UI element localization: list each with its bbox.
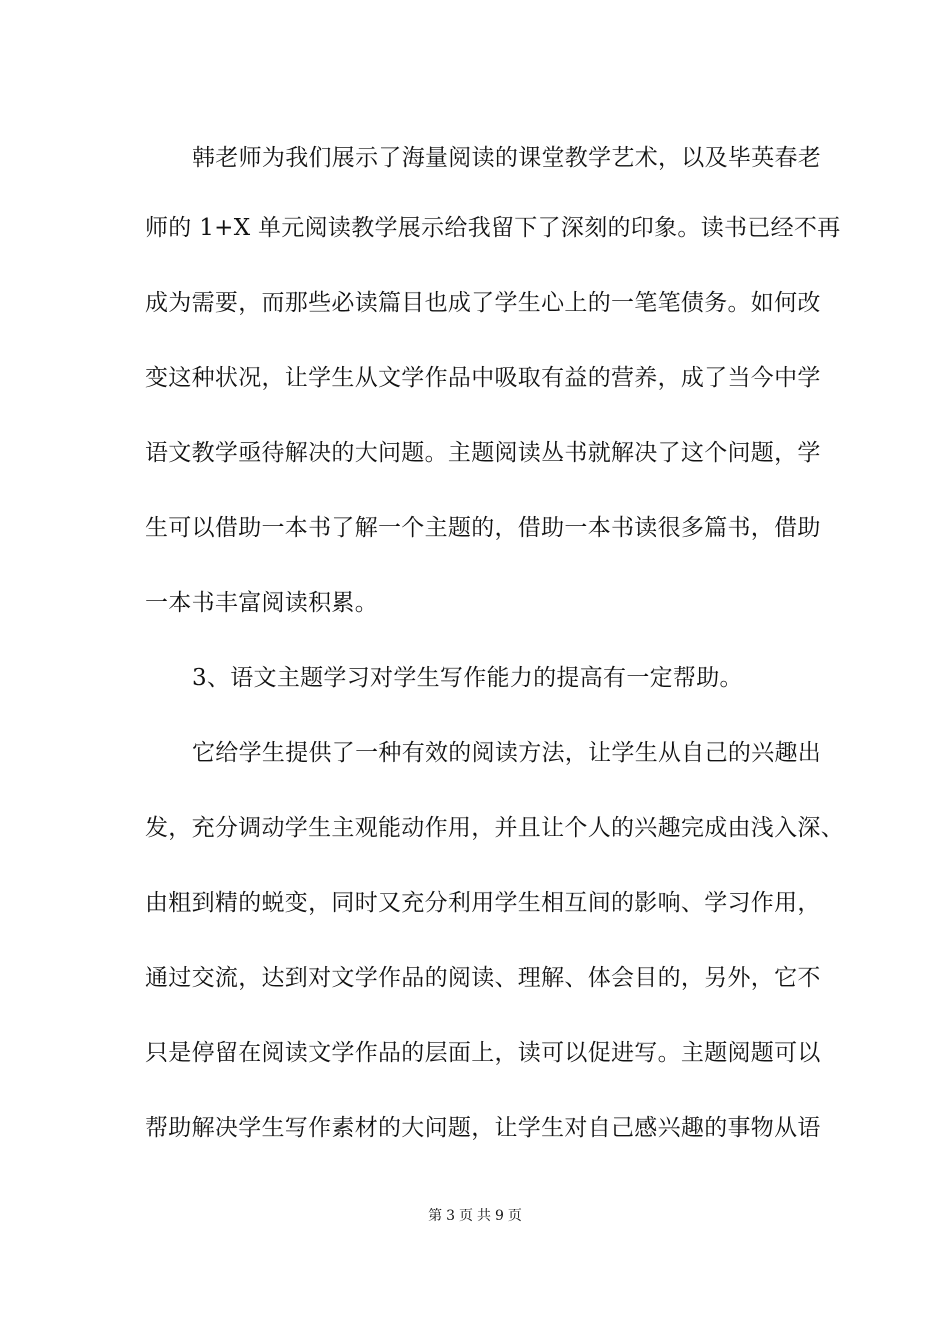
text-line-4: 变这种状况，让学生从文学作品中吸取有益的营养，成了当今中学 [145,365,821,391]
text-line-1: 韩老师为我们展示了海量阅读的课堂教学艺术，以及毕英春老 [192,145,822,171]
text-line-2: 师的 1+X 单元阅读教学展示给我留下了深刻的印象。读书已经不再 [145,215,841,241]
footer-prefix: 第 [428,1208,443,1224]
text-line-6: 生可以借助一本书了解一个主题的，借助一本书读很多篇书，借助 [145,515,821,541]
footer-suffix: 页 [507,1208,522,1224]
text-line-12: 通过交流，达到对文学作品的阅读、理解、体会目的，另外，它不 [145,965,821,991]
footer-page-word: 页 [459,1208,473,1224]
text-line-11: 由粗到精的蜕变，同时又充分利用学生相互间的影响、学习作用， [145,890,821,916]
footer-total-pages: 9 [495,1208,504,1224]
text-line-3: 成为需要，而那些必读篇目也成了学生心上的一笔笔债务。如何改 [145,290,821,316]
text-line-10: 发，充分调动学生主观能动作用，并且让个人的兴趣完成由浅入深、 [145,815,844,841]
text-line-5: 语文教学亟待解决的大问题。主题阅读丛书就解决了这个问题，学 [145,440,821,466]
footer-total-word: 共 [477,1208,491,1224]
page-number-footer [0,1207,950,1225]
text-line-13: 只是停留在阅读文学作品的层面上，读可以促进写。主题阅题可以 [145,1040,821,1066]
footer-current-page: 3 [446,1208,455,1224]
text-line-9: 它给学生提供了一种有效的阅读方法，让学生从自己的兴趣出 [192,740,822,766]
section-heading-3: 3、语文主题学习对学生写作能力的提高有一定帮助。 [192,665,743,691]
text-line-14: 帮助解决学生写作素材的大问题，让学生对自己感兴趣的事物从语 [145,1115,821,1141]
text-line-7: 一本书丰富阅读积累。 [145,590,378,616]
